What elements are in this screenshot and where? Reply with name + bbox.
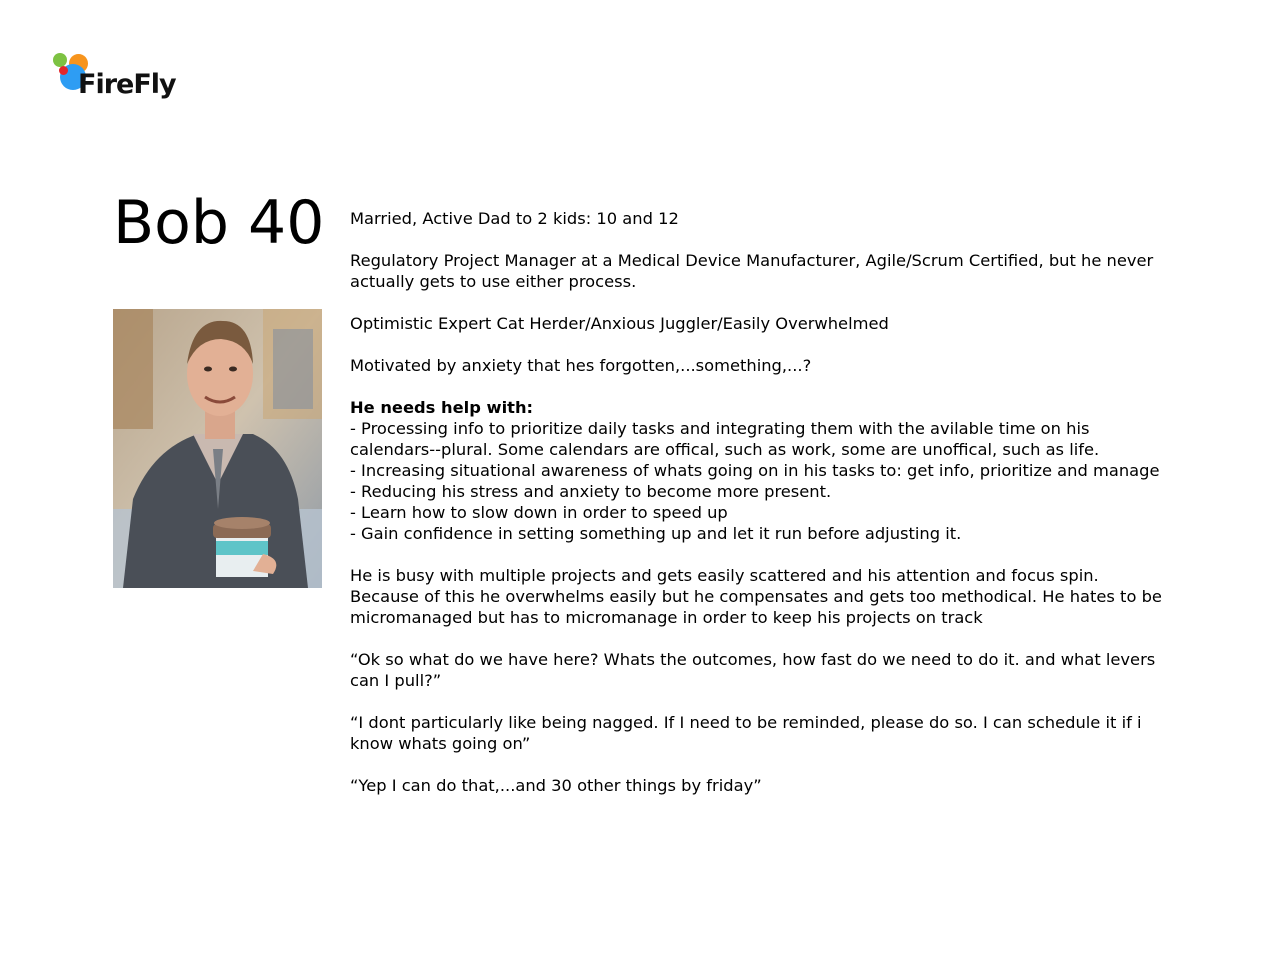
persona-family: Married, Active Dad to 2 kids: 10 and 12 <box>350 209 679 228</box>
logo-wordmark: FireFly <box>78 69 176 100</box>
needs-heading: He needs help with: <box>350 398 534 417</box>
persona-photo-illustration <box>113 309 322 588</box>
persona-traits: Optimistic Expert Cat Herder/Anxious Juggler/Easily Overwhelmed <box>350 314 889 333</box>
persona-photo <box>113 309 322 588</box>
persona-job: Regulatory Project Manager at a Medical Device Manufacturer, Agile/Scrum Certified, but he never actually gets to use either process. <box>350 251 1154 291</box>
persona-details <box>350 208 1170 817</box>
persona-quote: “I dont particularly like being nagged. If I need to be reminded, please do so. I can schedule it if i know whats going on” <box>350 713 1142 753</box>
need-item: - Processing info to prioritize daily tasks and integrating them with the avilable time on his calendars--plural. Some calendars are offical, such as work, some are unoffical, such as life. <box>350 419 1100 459</box>
persona-summary: He is busy with multiple projects and gets easily scattered and his attention and focus spin. Because of this he overwhelms easily but he compensates and gets too methodical. He hates to be micromanaged but has to micromanage in order to keep his projects on track <box>350 566 1162 627</box>
persona-quote: “Ok so what do we have here? Whats the outcomes, how fast do we need to do it. and what levers can I pull?” <box>350 650 1156 690</box>
logo-red-dot <box>59 66 68 75</box>
firefly-logo <box>52 52 182 108</box>
persona-motivation: Motivated by anxiety that hes forgotten,...something,...? <box>350 356 812 375</box>
persona-name-age: Bob 40 <box>113 188 325 258</box>
need-item: - Learn how to slow down in order to speed up <box>350 503 728 522</box>
persona-quote: “Yep I can do that,...and 30 other things by friday” <box>350 776 762 795</box>
logo-green-dot <box>53 53 67 67</box>
persona-needs <box>350 397 1170 544</box>
need-item: - Increasing situational awareness of whats going on in his tasks to: get info, prioritize and manage <box>350 461 1160 480</box>
need-item: - Gain confidence in setting something up and let it run before adjusting it. <box>350 524 962 543</box>
need-item: - Reducing his stress and anxiety to become more present. <box>350 482 832 501</box>
